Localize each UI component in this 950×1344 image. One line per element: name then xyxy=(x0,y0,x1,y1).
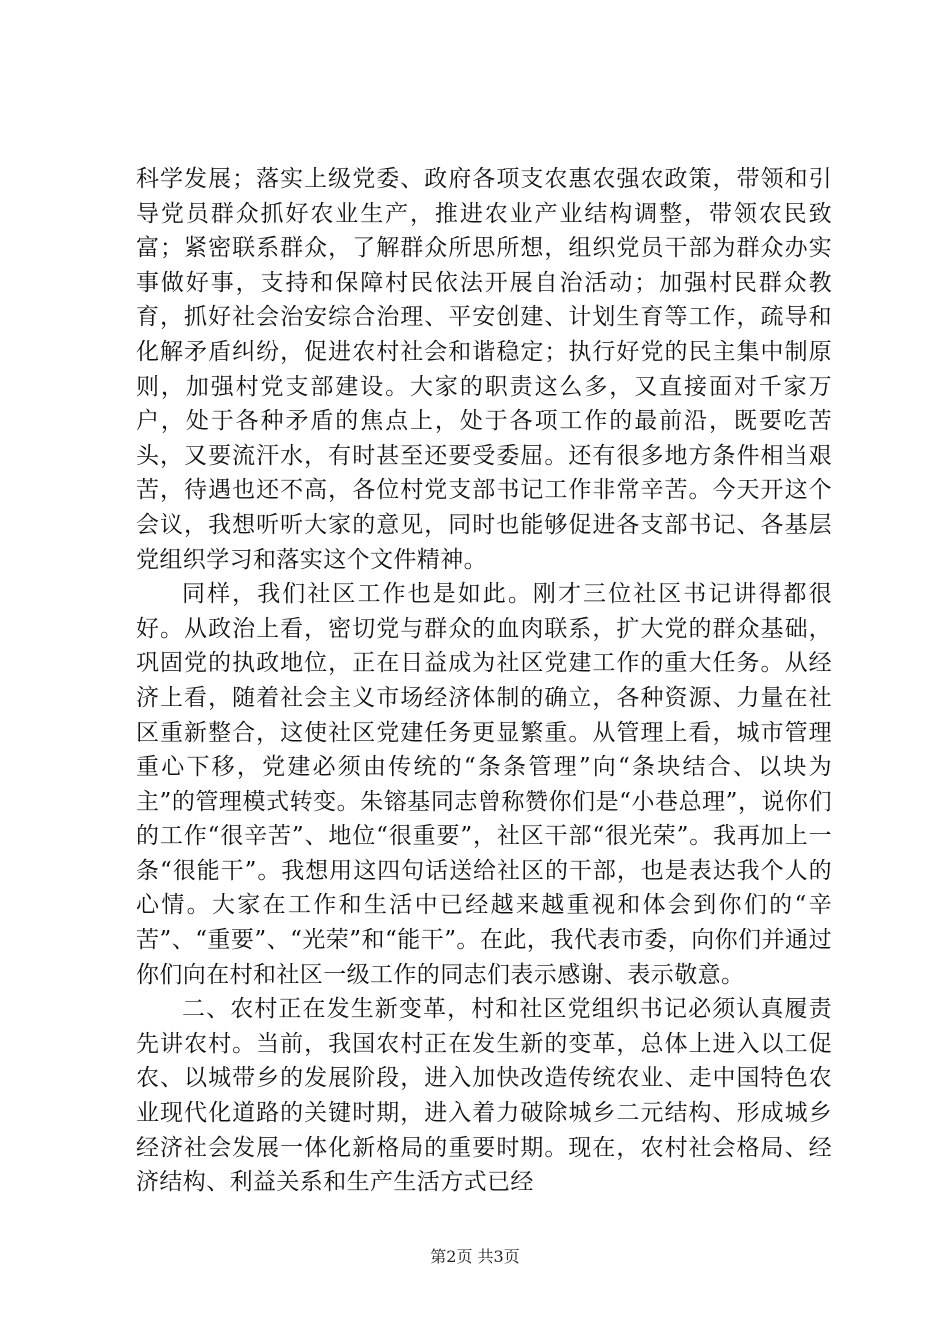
paragraph-3: 二、农村正在发生新变革，村和社区党组织书记必须认真履责先讲农村。当前，我国农村正在发生新的变革，总体上进入以工促农、以城带乡的发展阶段，进入加快改造传统农业、走中国特色农业现代化道路的关键时期，进入着力破除城乡二元结构、形成城乡经济社会发展一体化新格局的重要时期。现在，农村社会格局、经济结构、利益关系和生产生活方式已经 xyxy=(136,996,832,1196)
page-number-footer: 第2页 共3页 xyxy=(430,1247,520,1266)
document-body xyxy=(136,162,832,1200)
paragraph-1: 科学发展；落实上级党委、政府各项支农惠农强农政策，带领和引导党员群众抓好农业生产，推进农业产业结构调整，带领农民致富；紧密联系群众，了解群众所思所想，组织党员干部为群众办实事做好事，支持和保障村民依法开展自治活动；加强村民群众教育，抓好社会治安综合治理、平安创建、计划生育等工作，疏导和化解矛盾纠纷，促进农村社会和谐稳定；执行好党的民主集中制原则，加强村党支部建设。大家的职责这么多，又直接面对千家万户，处于各种矛盾的焦点上，处于各项工作的最前沿，既要吃苦头，又要流汗水，有时甚至还要受委屈。还有很多地方条件相当艰苦，待遇也还不高，各位村党支部书记工作非常辛苦。今天开这个会议，我想听听大家的意见，同时也能够促进各支部书记、各基层党组织学习和落实这个文件精神。 xyxy=(136,166,832,573)
paragraph-2: 同样，我们社区工作也是如此。刚才三位社区书记讲得都很好。从政治上看，密切党与群众的血肉联系，扩大党的群众基础，巩固党的执政地位，正在日益成为社区党建工作的重大任务。从经济上看，随着社会主义市场经济体制的确立，各种资源、力量在社区重新整合，这使社区党建任务更显繁重。从管理上看，城市管理重心下移，党建必须由传统的“条条管理”向“条块结合、以块为主”的管理模式转变。朱镕基同志曾称赞你们是“小巷总理”，说你们的工作“很辛苦”、地位“很重要”，社区干部“很光荣”。我再加上一条“很能干”。我想用这四句话送给社区的干部，也是表达我个人的心情。大家在工作和生活中已经越来越重视和体会到你们的“辛苦”、“重要”、“光荣”和“能干”。在此，我代表市委，向你们并通过你们向在村和社区一级工作的同志们表示感谢、表示敬意。 xyxy=(136,581,832,988)
